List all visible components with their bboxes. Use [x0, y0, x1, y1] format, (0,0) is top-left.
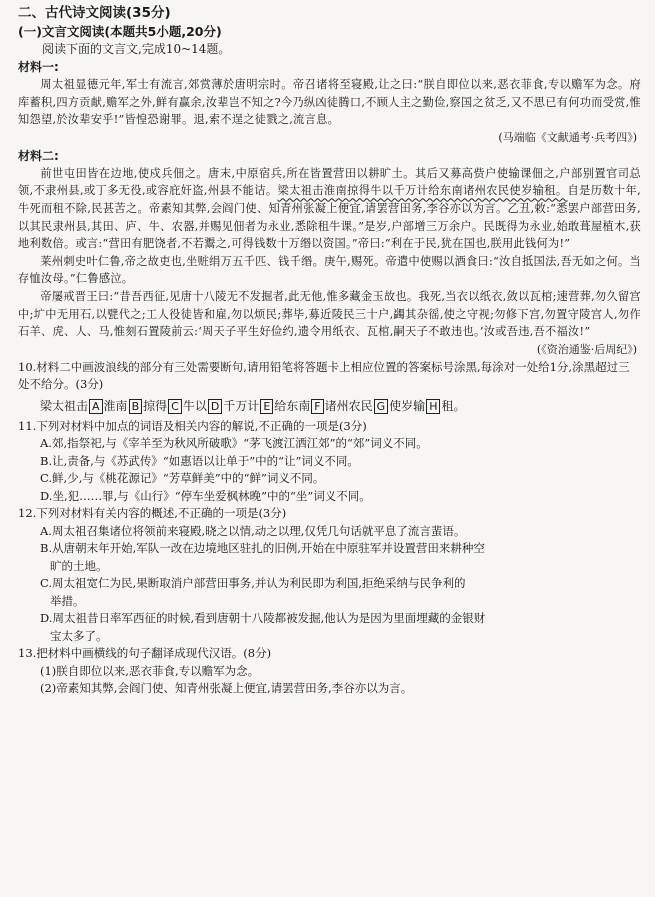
question-12-option-c-cont: 举措。 — [50, 593, 85, 608]
q10-segment: 千万计 — [223, 398, 260, 413]
material1-source: (马端临《文献通考·兵考四》) — [498, 130, 637, 144]
q10-segment: 梁太祖击 — [40, 398, 89, 413]
q10-answer-box-c[interactable]: C — [168, 399, 182, 414]
question-12-option-c: C.周太祖宽仁为民,果断取消户部营田事务,并认为利民即为利国,拒绝采纳与民争利的 — [40, 576, 466, 591]
material1-text: 周太祖显德元年,军士有流言,郊赏薄於唐明宗时。帝召诸将至寝殿,让之曰:“朕自即位以来,恶衣菲食,专以赡军为念。府库蓄积,四方贡献,赡军之外,鲜有赢余,汝辈岂不知之?今乃纵凶徒腾口,不顾人主之勤俭,察国之贫乏,又不思已有何功而受赏,惟知怨望,於汝辈安乎!”皆惶恐谢罪。退,索不逞之徒戮之,流言息。 — [18, 78, 642, 127]
q10-answer-box-e[interactable]: E — [260, 399, 273, 414]
question-13-stem: 13.把材料中画横线的句子翻译成现代汉语。(8分) — [18, 646, 272, 661]
q10-segment: 租。 — [441, 398, 466, 413]
sub-title: (一)文言文阅读(本题共5小题,20分) — [18, 24, 222, 39]
material2-source: (《资治通鉴·后周纪》) — [536, 342, 637, 356]
question-11-option-a: A.郊,指祭祀,与《宰羊至为秋风所破歌》“茅飞渡江洒江郊”的“郊”词义不同。 — [40, 436, 428, 451]
question-12-option-b-cont: 旷的土地。 — [50, 558, 108, 573]
material2-paragraph-1-text: 前世屯田皆在边地,使戍兵佃之。唐末,中原宿兵,所在皆置营田以耕旷土。其后又募高赀户使输课佃之,户部别置官司总领,不隶州县,或丁多无役,或容庇奸盗,州县不能诘。梁太祖击淮南掠得牛以千万计给东南诸州农民使岁输租。自是历数十年,牛死而租不除,民甚苦之。帝素知其弊,会阎门使、知青州张凝上便宜,请罢营田务,李谷亦以为言。乙丑,敕:“悉罢户部营田务,以其民隶州县,其田、庐、牛、农器,并赐见佃者为永业,悉除租牛课。”是岁,户部增三万余户。民既得为永业,始敢葺屋植木,获地利数倍。或言:“营田有肥饶者,不若鬻之,可得钱数十万缗以资国。”帝曰:“利在于民,犹在国也,朕用此钱何为!” — [18, 166, 641, 251]
q10-answer-box-f[interactable]: F — [311, 399, 323, 414]
material2-paragraph-1 — [18, 165, 641, 253]
question-13-item-1: (1)朕自即位以来,恶衣菲食,专以赡军为念。 — [40, 663, 260, 678]
question-12-option-d-cont: 宝太多了。 — [50, 628, 108, 643]
q10-answer-box-b[interactable]: B — [129, 399, 143, 414]
q10-segment: 牛以 — [182, 398, 207, 413]
question-11-stem: 11.下列对材料中加点的词语及相关内容的解说,不正确的一项是(3分) — [18, 418, 367, 433]
question-10-stem: 10.材料二中画波浪线的部分有三处需要断句,请用铅笔将答题卡上相应位置的答案标号涂黑,每涂对一处给1分,涂黑超过三处不给分。(3分) — [18, 359, 630, 392]
q10-segment: 掠得 — [143, 398, 168, 413]
q10-segment: 诸州农民 — [324, 398, 373, 413]
material2-paragraph-3: 帝屡戒晋王曰:“昔吾西征,见唐十八陵无不发掘者,此无他,惟多藏金玉故也。我死,当衣以纸衣,敛以瓦棺;速营葬,勿久留宫中;圹中无用石,以甓代之;工人役徒皆和雇,勿以烦民;葬毕,募近陵民三十户,蠲其杂徭,使之守视;勿修下宫,勿置守陵宫人,勿作石羊、虎、人、马,惟刻石置陵前云:‘周天子平生好俭约,遗令用纸衣、瓦棺,嗣天子不敢违也。’汝或吾违,吾不福汝!” — [18, 289, 641, 339]
material1-label: 材料一: — [18, 60, 59, 74]
question-10-sentence — [18, 396, 641, 416]
wavy-underlined-passage: 梁太祖击淮南掠得牛以千万计给东南诸州农民使岁输租。 — [277, 184, 568, 198]
q10-answer-box-a[interactable]: A — [89, 399, 103, 414]
question-12-option-b: B.从唐朝末年开始,军队一改在边境地区驻扎的旧例,开始在中原驻军并设置营田来耕种空 — [40, 541, 485, 556]
material2-paragraph-2: 莱州刺史叶仁鲁,帝之故吏也,坐赃绢万五千匹、钱千缗。庚午,赐死。帝遣中使赐以酒食曰:“汝自抵国法,吾无如之何。当存恤汝母。”仁鲁感泣。 — [18, 254, 641, 286]
question-11-option-d: D.坐,犯……罪,与《山行》“停车坐爱枫林晚”中的“坐”词义不同。 — [40, 488, 371, 503]
question-12-stem: 12.下列对材料有关内容的概述,不正确的一项是(3分) — [18, 506, 287, 521]
q10-segment: 给东南 — [274, 398, 311, 413]
q10-answer-box-g[interactable]: G — [374, 399, 389, 414]
q10-segment: 淮南 — [103, 398, 128, 413]
q10-answer-box-d[interactable]: D — [208, 399, 222, 414]
question-11-option-c: C.鲜,少,与《桃花源记》“芳草鲜美”中的“鲜”词义不同。 — [40, 471, 325, 486]
reading-instructions: 阅读下面的文言文,完成10~14题。 — [42, 42, 231, 56]
q10-segment: 使岁输 — [389, 398, 426, 413]
material2-label: 材料二: — [18, 148, 59, 163]
q10-answer-box-h[interactable]: H — [426, 399, 440, 414]
question-12-option-d: D.周太祖昔日率军西征的时候,看到唐朝十八陵都被发掘,他认为是因为里面埋藏的金银财 — [40, 611, 486, 626]
section-title: 二、古代诗文阅读(35分) — [18, 5, 171, 21]
question-13-item-2: (2)帝素知其弊,会阎门使、知青州张凝上便宜,请罢营田务,李谷亦以为言。 — [40, 681, 413, 696]
question-12-option-a: A.周太祖召集诸位将领前来寝殿,晓之以情,动之以理,仅凭几句话就平息了流言蜚语。 — [40, 523, 466, 538]
question-11-option-b: B.让,责备,与《苏武传》“如惠语以让单于”中的“让”词义不同。 — [40, 453, 359, 468]
